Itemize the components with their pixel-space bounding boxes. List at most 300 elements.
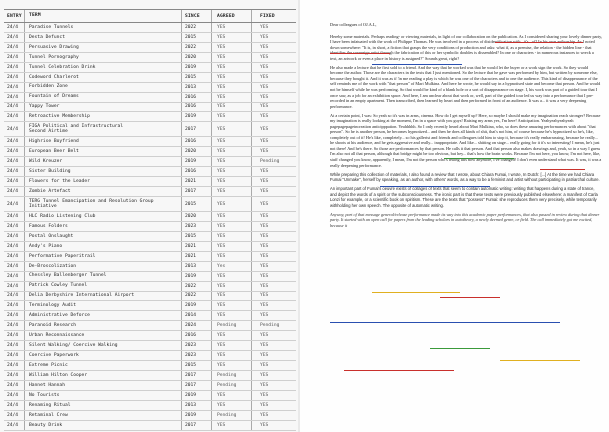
fixed-cell: YES (260, 94, 269, 100)
table-row (4, 167, 296, 177)
entry-cell: 24/4 (4, 351, 25, 360)
table-row (4, 83, 296, 93)
agreed-cell: YES (212, 177, 252, 186)
entry-cell: 24/4 (4, 331, 25, 340)
header-agreed: AGREED (212, 10, 252, 22)
letter-paragraph: While preparing this collection of materials, I also found a review that I wrote, about Chiara Fumai, I wrote, In Dutch: [...] At the time we had Chiara Fumai "Unmake", herself by speaking, as an author, with others' words, as a way to be a feminist and artist without participating in patriarchal culture. (330, 171, 600, 183)
entry-cell: 24/4 (4, 83, 25, 92)
table-row (4, 177, 296, 187)
term-line: Forbidden Zone (29, 84, 68, 90)
entry-cell: 24/4 (4, 187, 25, 196)
agreed-cell: YES (212, 43, 252, 52)
fixed-cell: YES (260, 213, 269, 219)
since-cell: 2016 (182, 331, 212, 340)
green-underline-mark (430, 348, 490, 349)
since-cell: 2019 (182, 411, 212, 420)
term-line: Fountain of Dreams (29, 94, 79, 100)
header-fixed: FIXED (260, 13, 275, 19)
fixed-cell: YES (260, 233, 269, 239)
fixed-cell: YES (260, 169, 269, 175)
table-row (4, 103, 296, 113)
term-line: Zombie Artefact (29, 188, 71, 194)
since-cell: 2019 (182, 112, 212, 121)
term-cell (25, 301, 182, 310)
header-term: TERM (25, 10, 182, 22)
since-cell: 2015 (182, 361, 212, 370)
agreed-cell: YES (212, 401, 252, 410)
since-cell: 2013 (182, 83, 212, 92)
term-cell (25, 311, 182, 320)
term-cell (25, 197, 182, 211)
since-cell: 2015 (182, 33, 212, 42)
fixed-cell: YES (260, 422, 269, 428)
fixed-cell: YES (260, 382, 269, 388)
letter-paragraphs (330, 34, 602, 229)
agreed-cell: YES (212, 351, 252, 360)
term-cell (25, 147, 182, 156)
term-cell (25, 381, 182, 390)
agreed-cell: YES (212, 137, 252, 146)
table-row (4, 112, 296, 122)
term-cell (25, 262, 182, 271)
term-line: Persuasive Drawing (29, 44, 79, 50)
blue-underline-mark (330, 322, 560, 323)
entry-cell: 24/4 (4, 112, 25, 121)
letter-paragraph: He also made a lecture that he first sold to a friend. And the way that he worked was that he would let the buyer or a work sign the work. So they would become the author. Those are the characters in the texts that I just mentioned. So the lecture that he gave was performed by him, but written by someone else, because they bought it. And it was as if 'in me reading a play is which he was one of the characters and to one the audience. This kind of disappearance of the self reminds me of the work with "that person" of Mari Mulkina. And here he wrote, he would say in a hypnotised state and become that person. And he would not be himself while he was performing. So that would be kind of a blank hole or a sort of disappearance on stage. I, his work was part of a guided tour that I once saw, as a job for an exhibition space. And here, I am unclear about that work or, well, part of the guided tour led us way into a performance that I pre-recorded in an empty apartment. Then transcribed, then learned by heart and then performed in front of an audience. It was a... it was a very deepening performance. (330, 64, 601, 109)
fixed-cell: YES (260, 139, 269, 145)
red-underline-mark (440, 297, 500, 298)
entry-cell: 24/4 (4, 262, 25, 271)
entry-cell: 24/4 (4, 242, 25, 251)
agreed-cell: Yes (212, 262, 252, 271)
since-cell: 2020 (182, 212, 212, 221)
since-cell: 2021 (182, 177, 212, 186)
term-cell (25, 222, 182, 231)
fixed-cell: YES (260, 303, 269, 309)
agreed-cell: YES (212, 341, 252, 350)
term-line: Renaming Ritual (29, 402, 71, 408)
term-line: Paranoid Research (29, 323, 77, 329)
fixed-cell: Pending (260, 159, 280, 165)
since-cell: 2022 (182, 23, 212, 32)
table-row (4, 401, 296, 411)
term-cell (25, 341, 182, 350)
table-row (4, 93, 296, 103)
entry-cell: 24/4 (4, 33, 25, 42)
term-cell (25, 331, 182, 340)
since-cell: 2019 (182, 272, 212, 281)
term-cell (25, 411, 182, 420)
red-underline-mark (344, 370, 454, 371)
term-line: Hannet Hannah (29, 382, 65, 388)
table-row (4, 252, 296, 262)
agreed-cell: Pending (212, 371, 252, 380)
entry-cell: 24/4 (4, 212, 25, 221)
entry-cell: 24/4 (4, 371, 25, 380)
entry-cell: 24/4 (4, 197, 25, 211)
agreed-cell: YES (212, 197, 252, 211)
since-cell: 2015 (182, 73, 212, 82)
table-row (4, 53, 296, 63)
entry-cell: 24/4 (4, 301, 25, 310)
agreed-cell: YES (212, 311, 252, 320)
term-line: Flowers for the Leader (29, 178, 90, 184)
term-line: Terminology Audit (29, 303, 77, 309)
fixed-cell: YES (260, 64, 269, 70)
entry-cell: 24/4 (4, 252, 25, 261)
term-line: De-Broscolization (29, 263, 77, 269)
term-line: Codeword Charlerot (29, 74, 79, 80)
since-cell: 2017 (182, 421, 212, 430)
agreed-cell: YES (212, 331, 252, 340)
term-line: Initiative (29, 204, 57, 209)
term-line: Chessley Ballenberger Tunnel (29, 273, 107, 279)
fixed-cell: YES (260, 293, 269, 299)
term-cell (25, 391, 182, 400)
fixed-cell: YES (260, 363, 269, 369)
since-cell: 2022 (182, 43, 212, 52)
term-line: HLC Radio Listening Club (29, 213, 96, 219)
entry-cell: 24/4 (4, 157, 25, 166)
since-cell: 2017 (182, 381, 212, 390)
term-cell (25, 361, 182, 370)
entry-cell: 24/4 (4, 222, 25, 231)
term-line: Retroactive Membership (29, 114, 90, 120)
term-line: European Beer Belt (29, 149, 79, 155)
agreed-cell: YES (212, 147, 252, 156)
agreed-cell: YES (212, 282, 252, 291)
since-cell: 2015 (182, 197, 212, 211)
term-cell (25, 401, 182, 410)
since-cell: 2022 (182, 292, 212, 301)
term-cell (25, 33, 182, 42)
term-cell (25, 73, 182, 82)
agreed-cell: Pending (212, 321, 252, 330)
fixed-cell: YES (260, 54, 269, 60)
agreed-cell: YES (212, 212, 252, 221)
blue-underline-mark (380, 186, 490, 187)
table-row (4, 272, 296, 282)
table-row (4, 212, 296, 222)
entry-cell: 24/4 (4, 421, 25, 430)
term-cell (25, 23, 182, 32)
term-line: Administrative Deforce (29, 313, 90, 319)
table-row (4, 341, 296, 351)
since-cell: 2020 (182, 147, 212, 156)
term-line: Tunnel Pornography (29, 54, 79, 60)
table-row (4, 311, 296, 321)
entry-cell: 24/4 (4, 292, 25, 301)
table-row (4, 157, 296, 167)
term-line: TERG Tunnel Emancipation and Resolution Group (29, 198, 154, 204)
letter-paragraph: Hereby some materials. Perhaps reading- or viewing materials, in light of our collaboration on the publication. As I considered sharing your lovely dinner party, I have been infatuated with the work of Philippe Thomas. He was involved in a process of disidentification with...it's...of? In his own authorship. As I noted down somewhere: "It is, in short, a fiction that grasps the very conditions of production and asks: what if, as a premise, the relation - the hidden line - that identifies the sovereign artist through the fabrication of this or her symbolic doubles is dissembled? In one or characters - in numerous instances to wreck a text, an artwork or even a place in history is assigned?" Sounds great, right? (330, 33, 603, 61)
entry-cell: 24/4 (4, 122, 25, 136)
entry-cell: 24/4 (4, 232, 25, 241)
fixed-cell: YES (260, 34, 269, 40)
term-cell (25, 321, 182, 330)
red-underline-mark (540, 169, 585, 170)
entry-cell: 24/4 (4, 411, 25, 420)
agreed-cell: Pending (212, 381, 252, 390)
since-cell: 2015 (182, 232, 212, 241)
since-cell: 2013 (182, 401, 212, 410)
entry-cell: 24/4 (4, 361, 25, 370)
green-underline-mark (444, 158, 514, 159)
term-cell (25, 371, 182, 380)
table-row (4, 187, 296, 197)
table-row (4, 361, 296, 371)
term-cell (25, 232, 182, 241)
term-line: Famous Folders (29, 223, 68, 229)
term-line: No Tourists (29, 392, 60, 398)
since-cell: 2016 (182, 93, 212, 102)
entry-cell: 24/4 (4, 321, 25, 330)
since-cell: 2016 (182, 167, 212, 176)
since-cell: 2023 (182, 351, 212, 360)
term-cell (25, 242, 182, 251)
table-row (4, 137, 296, 147)
term-cell (25, 53, 182, 62)
table-body (4, 23, 296, 431)
table-row (4, 262, 296, 272)
agreed-cell: YES (212, 157, 252, 166)
term-cell (25, 272, 182, 281)
letter-paragraph: Anyway, part of that message general/release performance made its way into this academic paper performances, that also passed in review during that dinner party. It started with an open call for papers from the leading scholars in autotheory, a newly deemed genre, or field. The call immediately got me excited, because it (330, 211, 600, 228)
agreed-cell: YES (212, 232, 252, 241)
since-cell: 2014 (182, 311, 212, 320)
table-row (4, 391, 296, 401)
term-cell (25, 421, 182, 430)
since-cell: 2024 (182, 321, 212, 330)
term-line: Retaminal Crew (29, 412, 68, 418)
table-row (4, 232, 296, 242)
term-cell (25, 212, 182, 221)
fixed-cell: YES (260, 189, 269, 195)
agreed-cell: YES (212, 93, 252, 102)
header-since: SINCE (182, 10, 212, 22)
fixed-cell: YES (260, 253, 269, 259)
term-line: Performative Paperitrail (29, 253, 96, 259)
agreed-cell: YES (212, 421, 252, 430)
fixed-cell: YES (260, 104, 269, 110)
agreed-cell: YES (212, 112, 252, 121)
entry-cell: 24/4 (4, 167, 25, 176)
term-line: Silent Walking/ Coercive Walking (29, 343, 118, 349)
term-line: Patrick Cowley Tunnel (29, 283, 88, 289)
fixed-cell: YES (260, 126, 269, 132)
since-cell: 2017 (182, 187, 212, 196)
table-row (4, 381, 296, 391)
entry-cell: 24/4 (4, 137, 25, 146)
agreed-cell: YES (212, 167, 252, 176)
table-row (4, 43, 296, 53)
table-row (4, 73, 296, 83)
fixed-cell: YES (260, 313, 269, 319)
table-row (4, 122, 296, 137)
table-row (4, 63, 296, 73)
agreed-cell: YES (212, 83, 252, 92)
fixed-cell: YES (260, 392, 269, 398)
since-cell: 2019 (182, 301, 212, 310)
term-line: Extreme Picnic (29, 362, 68, 368)
table-row (4, 321, 296, 331)
agreed-cell: YES (212, 272, 252, 281)
term-cell (25, 93, 182, 102)
term-line: Second Airtime (29, 129, 68, 135)
since-cell: 2019 (182, 391, 212, 400)
fixed-cell: YES (260, 353, 269, 359)
since-cell: 2021 (182, 242, 212, 251)
term-line: Wild Kreuzer (29, 159, 63, 165)
fixed-cell: YES (260, 283, 269, 289)
agreed-cell: YES (212, 391, 252, 400)
agreed-cell: YES (212, 222, 252, 231)
fixed-cell: YES (260, 402, 269, 408)
term-line: Paradise Tunnels (29, 24, 74, 30)
red-underline-mark (495, 42, 583, 43)
since-cell: 2022 (182, 282, 212, 291)
since-cell: 2013 (182, 262, 212, 271)
term-cell (25, 122, 182, 136)
agreed-cell: YES (212, 33, 252, 42)
term-cell (25, 187, 182, 196)
entry-cell: 24/4 (4, 93, 25, 102)
table-row (4, 411, 296, 421)
term-cell (25, 103, 182, 112)
entry-cell: 24/4 (4, 147, 25, 156)
fixed-cell: YES (260, 179, 269, 185)
term-line: Coercive Paperwork (29, 352, 79, 358)
since-cell: 2023 (182, 341, 212, 350)
blue-underline-mark (372, 64, 462, 65)
entry-cell: 24/4 (4, 43, 25, 52)
term-cell (25, 282, 182, 291)
terms-table (4, 9, 296, 431)
term-cell (25, 43, 182, 52)
fixed-cell: YES (260, 273, 269, 279)
table-row (4, 23, 296, 33)
term-cell (25, 83, 182, 92)
term-line: Yappy Tower (29, 104, 60, 110)
table-row (4, 282, 296, 292)
table-row (4, 197, 296, 212)
agreed-cell: YES (212, 242, 252, 251)
term-cell (25, 137, 182, 146)
table-row (4, 421, 296, 431)
entry-cell: 24/4 (4, 381, 25, 390)
red-underline-mark (330, 53, 390, 54)
fixed-cell: YES (260, 243, 269, 249)
term-line: William Hilton Cooper (29, 372, 88, 378)
fixed-cell: YES (260, 114, 269, 120)
agreed-cell: YES (212, 292, 252, 301)
term-cell (25, 112, 182, 121)
table-header-row (4, 9, 296, 23)
table-row (4, 292, 296, 302)
term-cell (25, 157, 182, 166)
fixed-cell: YES (260, 44, 269, 50)
fixed-cell: YES (260, 74, 269, 80)
entry-cell: 24/4 (4, 311, 25, 320)
fixed-cell: YES (260, 343, 269, 349)
term-line: Tunnel Celebration Drink (29, 64, 96, 70)
term-line: Postal Onslaught (29, 233, 74, 239)
term-line: Desta Defunct (29, 34, 65, 40)
entry-cell: 24/4 (4, 341, 25, 350)
entry-cell: 24/4 (4, 23, 25, 32)
fixed-cell: Pending (260, 323, 280, 329)
yellow-underline-mark (500, 360, 580, 361)
agreed-cell: YES (212, 23, 252, 32)
term-line: FIGA Political and Infrastructural (29, 124, 124, 130)
term-cell (25, 351, 182, 360)
entry-cell: 24/4 (4, 73, 25, 82)
agreed-cell: YES (212, 103, 252, 112)
fixed-cell: YES (260, 223, 269, 229)
term-line: Beauty Drink (29, 422, 63, 428)
agreed-cell: YES (212, 301, 252, 310)
since-cell: 2016 (182, 103, 212, 112)
term-line: Andy's Piano (29, 243, 63, 249)
since-cell: 2019 (182, 63, 212, 72)
since-cell: 2017 (182, 122, 212, 136)
entry-cell: 24/4 (4, 53, 25, 62)
entry-cell: 24/4 (4, 401, 25, 410)
term-line: Urban Reconnaissance (29, 333, 85, 339)
table-row (4, 301, 296, 311)
term-line: Sister Building (29, 169, 71, 175)
entry-cell: 24/4 (4, 282, 25, 291)
term-line: Highrise Boyfriend (29, 139, 79, 145)
table-row (4, 371, 296, 381)
header-entry: ENTRY (4, 10, 25, 22)
letter-greeting: Dear colleagues of OJ.A.L, (330, 22, 377, 27)
agreed-cell: YES (212, 53, 252, 62)
entry-cell: 24/4 (4, 103, 25, 112)
table-row (4, 222, 296, 232)
term-cell (25, 252, 182, 261)
agreed-cell: YES (212, 122, 252, 136)
entry-cell: 24/4 (4, 63, 25, 72)
left-page-term-table (0, 0, 300, 432)
agreed-cell: YES (212, 63, 252, 72)
fixed-cell: YES (260, 263, 269, 269)
table-row (4, 242, 296, 252)
since-cell: 2023 (182, 222, 212, 231)
agreed-cell: Pending (212, 411, 252, 420)
term-cell (25, 292, 182, 301)
since-cell: 2020 (182, 53, 212, 62)
agreed-cell: YES (212, 73, 252, 82)
since-cell: 2016 (182, 137, 212, 146)
term-cell (25, 177, 182, 186)
table-row (4, 33, 296, 43)
fixed-cell: YES (260, 201, 269, 207)
table-row (4, 147, 296, 157)
fixed-cell: YES (260, 333, 269, 339)
yellow-underline-mark (372, 292, 460, 293)
letter-paragraph: At a certain point, I was: So yeah so it's was in arms, cinema. How do I get myself up? Here, so maybe I should make my imagination reach stronger? Because my imagination is really looking at the moment, I'm in a space with you guys! Raising my arms yes, I'm here! Anticipation. Yeahyeahyeahyeah pagepagepageincreation anticipppation. Yeahhhhh. So I only recently heard about Mari Mulkina, who, so does these amazing performances with about "that person". So he is another person, he becomes hypnotized... and then he does all kinds of shit, that's not him, of course because he's hypnotized so he's, like, completely out of it! He's like, completely... so his gallerist and friends and colleagues told him to stop it, because it's really embarrassing, because he really... he shoots at his audience, and he gets aggressive and really... inappropriate. And like... shitting on stage... really going for it it's so interesting! I mean, he's just not there! And he's there. So those are performances by that person. He calls it that person. And that person also makes drawings and, yeah, so in a way I guess I'm also not all that person, although that bridge might be too obvious, but hey... that's how the brain works. Because I'm not here, you know, I'm not here, like, stuff changed you know, apparently, I mean, I'm not the person who's telling this now anymore, I've changed! I don't even understand what was. It was, it was a really deepening performance. (330, 112, 602, 168)
since-cell: 2021 (182, 252, 212, 261)
fixed-cell: YES (260, 24, 269, 30)
fixed-cell: YES (260, 84, 269, 90)
entry-cell: 24/4 (4, 177, 25, 186)
term-cell (25, 63, 182, 72)
term-line: Delia Derbyshire International Airport (29, 293, 135, 299)
fixed-cell: YES (260, 372, 269, 378)
agreed-cell: YES (212, 187, 252, 196)
fixed-cell: YES (260, 149, 269, 155)
